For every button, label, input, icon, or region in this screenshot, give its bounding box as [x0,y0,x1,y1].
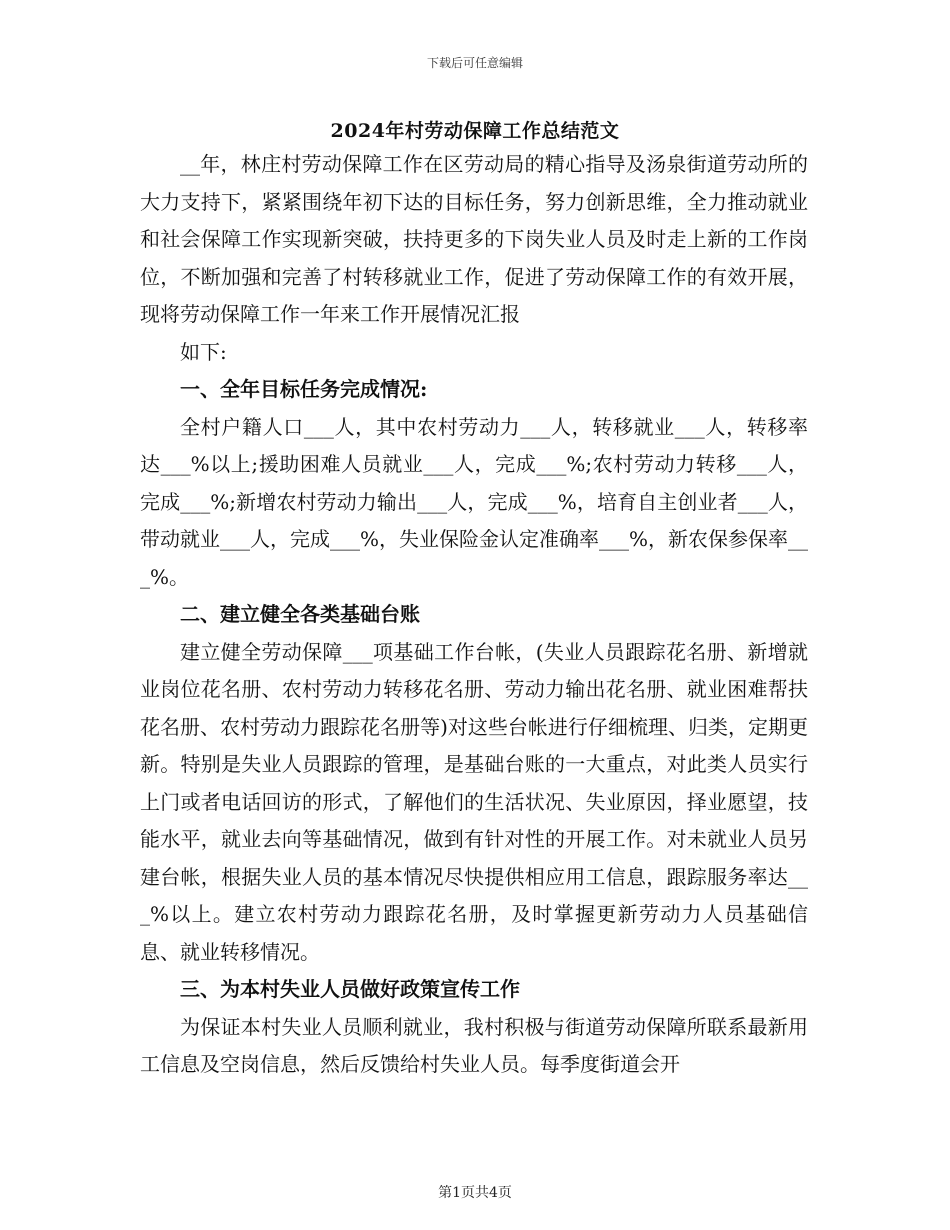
section-paragraph-3: 为保证本村失业人员顺利就业，我村积极与街道劳动保障所联系最新用工信息及空岗信息，然后反馈给村失业人员。每季度街道会开 [140,1014,808,1076]
section-heading-1: 一、全年目标任务完成情况: [180,377,428,401]
document-body [140,146,808,1084]
section-heading-2: 二、建立健全各类基础台账 [180,602,420,626]
section-heading-3: 三、为本村失业人员做好政策宣传工作 [180,977,520,1001]
section-paragraph-2: 建立健全劳动保障___项基础工作台帐，(失业人员跟踪花名册、新增就业岗位花名册、农村劳动力转移花名册、劳动力输出花名册、就业困难帮扶花名册、农村劳动力跟踪花名册等)对这些台帐进行仔细梳理、归类，定期更新。特别是失业人员跟踪的管理，是基础台账的一大重点，对此类人员实行上门或者电话回访的形式，了解他们的生活状况、失业原因，择业愿望，技能水平，就业去向等基础情况，做到有针对性的开展工作。对未就业人员另建台帐，根据失业人员的基本情况尽快提供相应用工信息，跟踪服务率达___%以上。建立农村劳动力跟踪花名册，及时掌握更新劳动力人员基础信息、就业转移情况。 [140,639,808,964]
document-title: 2024年村劳动保障工作总结范文 [330,120,620,142]
as-follows-line: 如下: [180,339,227,364]
section-paragraph-1: 全村户籍人口___人，其中农村劳动力___人，转移就业___人，转移率达___%以上;援助困难人员就业___人，完成___%;农村劳动力转移___人，完成___%;新增农村劳动力输出___人，完成___%，培育自主创业者___人，带动就业___人，完成___%，失业保险金认定准确率___%，新农保参保率___%。 [140,414,809,589]
intro-paragraph: __年，林庄村劳动保障工作在区劳动局的精心指导及汤泉街道劳动所的大力支持下，紧紧围绕年初下达的目标任务，努力创新思维，全力推动就业和社会保障工作实现新突破，扶持更多的下岗失业人员及时走上新的工作岗位，不断加强和完善了村转移就业工作，促进了劳动保障工作的有效开展，现将劳动保障工作一年来工作开展情况汇报 [140,152,808,326]
page-footer: 第1页共4页 [438,1185,512,1201]
header-note: 下载后可任意编辑 [426,56,523,70]
